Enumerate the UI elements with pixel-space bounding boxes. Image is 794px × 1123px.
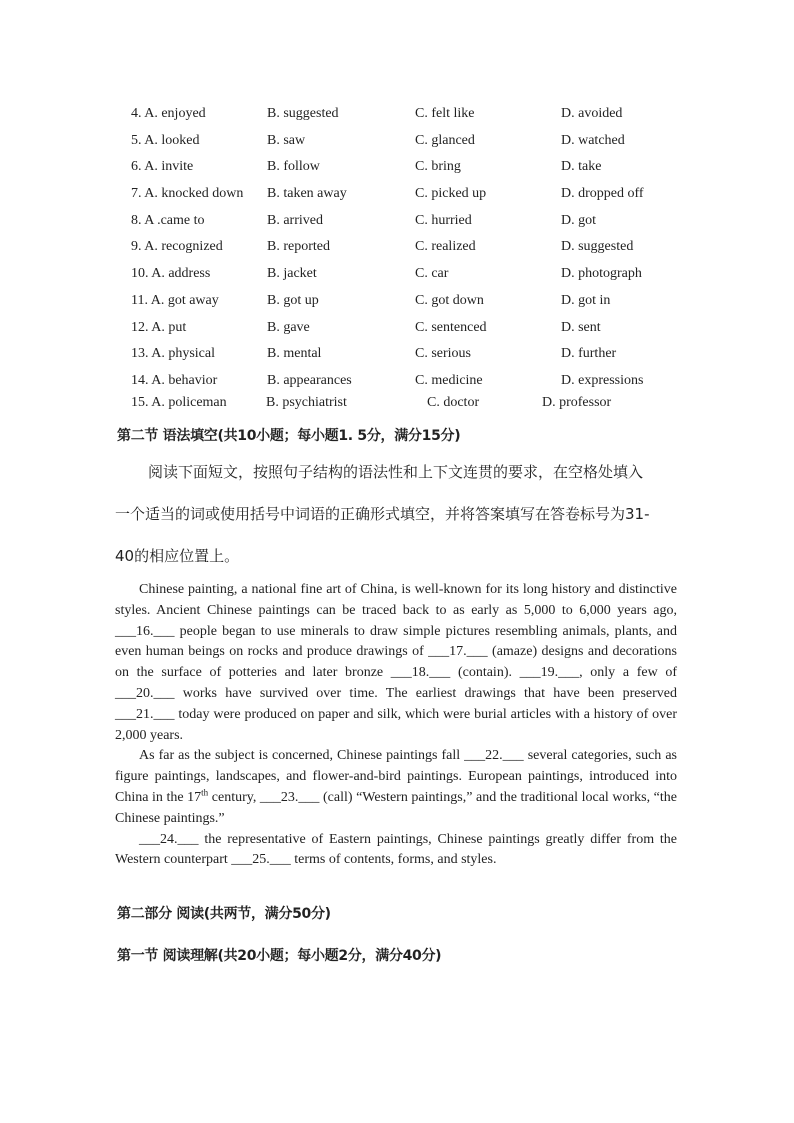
option-c: C. glanced [415,132,475,148]
option-d: D. watched [561,132,625,148]
option-d: D. expressions [561,372,644,388]
option-d: D. got in [561,292,611,308]
option-row [131,264,691,291]
option-row [131,157,691,184]
passage-paragraph: ___24.___ the representative of Eastern paintings, Chinese paintings greatly differ from the Western counterpart ___25.___ terms of contents, forms, and styles. [115,831,677,868]
option-a: 4. A. enjoyed [131,106,206,121]
option-a: 11. A. got away [131,292,219,308]
option-c: C. got down [415,292,484,308]
option-a: 9. A. recognized [131,239,223,255]
option-b: B. got up [267,292,319,308]
instructions-line: 阅读下面短文，按照句子结构的语法性和上下文连贯的要求，在空格处填入 [148,463,644,481]
option-a: 12. A. put [131,319,187,335]
instructions-line: 一个适当的词或使用括号中词语的正确形式填空，并将答案填写在答卷标号为31- [115,505,650,523]
option-b: B. reported [267,239,330,255]
option-row [131,184,691,211]
option-row [131,131,691,158]
option-d: D. photograph [561,266,642,282]
option-a: 10. A. address [131,266,211,282]
option-b: B. jacket [267,266,317,282]
option-b: B. saw [267,132,306,148]
instructions-line: 40的相应位置上。 [115,547,240,565]
option-d: D. got [561,212,596,228]
option-c: C. sentenced [415,319,487,335]
option-b: B. follow [267,159,320,175]
option-c: C. realized [415,239,476,255]
cloze-options-list [131,104,691,415]
option-a: 8. A .came to [131,212,205,228]
option-b: B. mental [267,346,322,362]
option-row [131,393,691,415]
passage-text: As far as the subject is concerned, Chinese paintings fall ___22.___ several categories, such as figure paintings, landscapes, and flower-and-bird paintings. European paintings, introduced into China in the 17 [115,748,677,805]
instructions [115,451,685,577]
option-a: 15. A. policeman [131,394,227,410]
reading-passage [115,580,677,871]
option-row [131,318,691,345]
option-c: C. doctor [427,394,480,410]
part-heading-reading: 第二部分 阅读(共两节，满分50分) [117,906,331,922]
option-row [131,237,691,264]
option-c: C. car [415,266,449,282]
option-d: D. dropped off [561,186,644,202]
option-b: B. psychiatrist [266,394,347,410]
option-d: D. sent [561,319,601,335]
option-d: D. avoided [561,106,623,121]
option-row [131,291,691,318]
option-b: B. taken away [267,186,347,202]
section-heading-grammar: 第二节 语法填空(共10小题；每小题1. 5分，满分15分) [117,428,461,444]
section-heading-comprehension: 第一节 阅读理解(共20小题；每小题2分，满分40分) [117,948,442,964]
option-b: B. appearances [267,372,352,388]
passage-text: century, ___23.___ (call) “Western paintings,” and the traditional local works, “the Chinese paintings.” [115,789,678,826]
option-c: C. felt like [415,106,475,121]
option-d: D. suggested [561,239,634,255]
option-c: C. hurried [415,212,472,228]
option-a: 14. A. behavior [131,372,218,388]
option-c: C. medicine [415,372,483,388]
option-row [131,211,691,238]
option-row [131,344,691,371]
option-b: B. gave [267,319,310,335]
option-d: D. further [561,346,617,362]
superscript: th [201,787,209,798]
option-c: C. bring [415,159,461,175]
option-row [131,104,691,131]
passage-paragraph: Chinese painting, a national fine art of China, is well-known for its long history and distinctive styles. Ancient Chinese paintings can be traced back to as early as 5,000 to 6,000 years ago, ___16.___ people began to use minerals to draw simple pictures resembling animals, plants, and even human beings on rocks and produce drawings of ___17.___ (amaze) designs and decorations on the surface of potteries and later bronze ___18.___ (contain). ___19.___, only a few of ___20.___ works have survived over time. The earliest drawings that have been preserved ___21.___ today were produced on paper and silk, which were burial articles with a history of over 2,000 years. [115,582,677,743]
option-a: 6. A. invite [131,159,194,175]
option-d: D. take [561,159,602,175]
option-a: 5. A. looked [131,132,200,148]
option-a: 13. A. physical [131,346,215,362]
option-d: D. professor [542,394,612,410]
option-c: C. serious [415,346,471,362]
option-a: 7. A. knocked down [131,186,244,202]
option-c: C. picked up [415,186,487,202]
option-b: B. arrived [267,212,323,228]
passage-paragraph [115,746,677,829]
option-b: B. suggested [267,106,339,121]
